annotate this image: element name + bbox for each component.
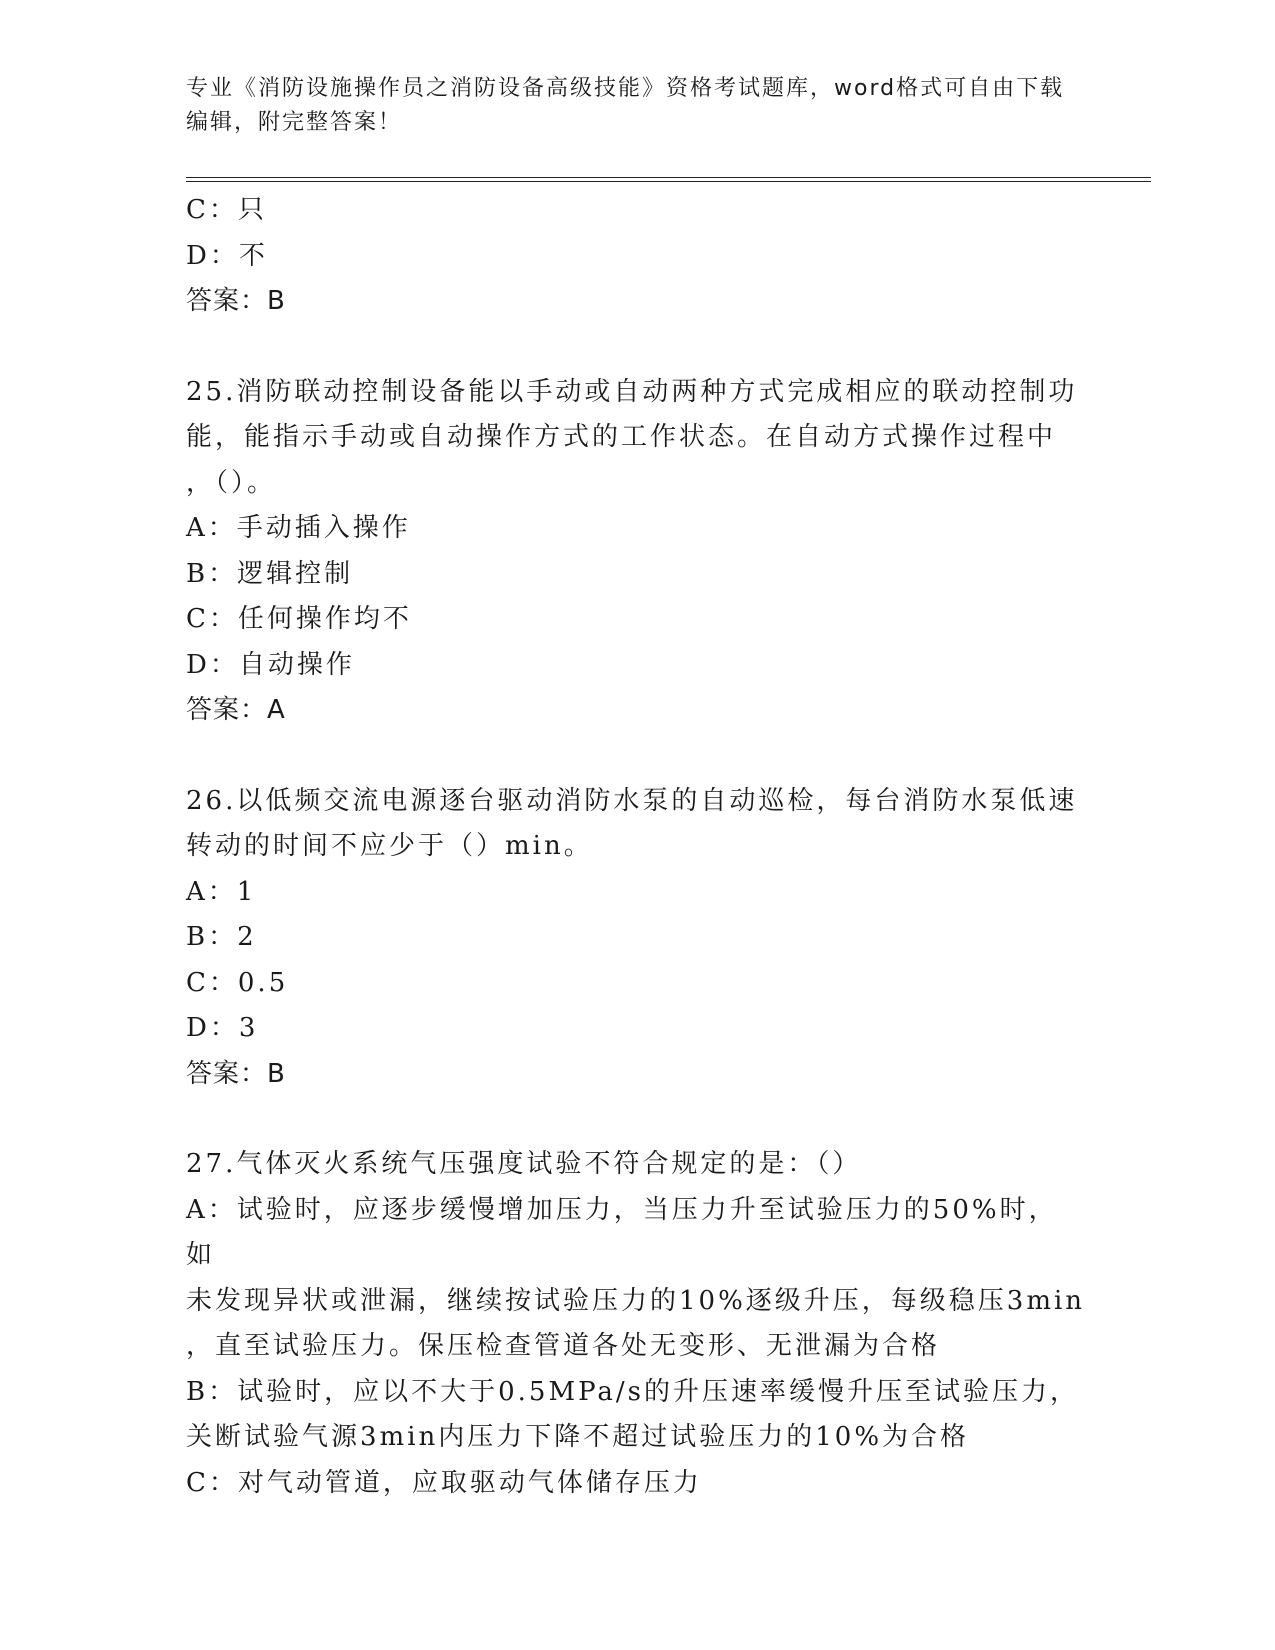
- option-d: D：3: [186, 1013, 259, 1043]
- question-text-line: 转动的时间不应少于（）min。: [186, 831, 593, 861]
- option-a: A：1: [186, 876, 257, 907]
- option-b: B：2: [186, 922, 257, 952]
- document-body: [186, 188, 1086, 1506]
- option-b-line: 关断试验气源3min内压力下降不超过试验压力的10%为合格: [186, 1422, 970, 1452]
- question-text-line: ，（）。: [186, 467, 277, 498]
- option-b-line: B：试验时，应以不大于0.5MPa/s的升压速率缓慢升压至试验压力，: [186, 1376, 1080, 1407]
- option-a-line: 未发现异状或泄漏，继续按试验压力的10%逐级升压，每级稳压3min: [186, 1285, 1086, 1316]
- previous-question-tail: [186, 188, 1086, 325]
- spacer: [186, 325, 1086, 370]
- page-header: [186, 72, 1076, 140]
- question-text-line: 26.以低频交流电源逐台驱动消防水泵的自动巡检，每台消防水泵低速: [186, 785, 1078, 816]
- option-c: C：0.5: [186, 967, 289, 998]
- answer-line: 答案：B: [186, 1058, 286, 1089]
- question-text-line: 27.气体灭火系统气压强度试验不符合规定的是：（）: [186, 1149, 862, 1179]
- option-c: C：只: [186, 195, 267, 225]
- spacer: [186, 1097, 1086, 1142]
- header-text: 专业《消防设施操作员之消防设备高级技能》资格考试题库，word格式可自由下载编辑，附完整答案！: [186, 76, 1065, 135]
- header-divider: [186, 177, 1151, 182]
- option-a: A：手动插入操作: [186, 513, 411, 543]
- spacer: [186, 734, 1086, 779]
- option-c: C：任何操作均不: [186, 604, 412, 634]
- option-c: C：对气动管道，应取驱动气体储存压力: [186, 1467, 702, 1498]
- question-text-line: 能，能指示手动或自动操作方式的工作状态。在自动方式操作过程中: [186, 422, 1057, 452]
- question-26: [186, 779, 1086, 1098]
- question-27: [186, 1142, 1086, 1506]
- option-a-line: ，直至试验压力。保压检查管道各处无变形、无泄漏为合格: [186, 1331, 941, 1361]
- question-25: [186, 370, 1086, 734]
- option-d: D：自动操作: [186, 649, 355, 680]
- question-text-line: 25.消防联动控制设备能以手动或自动两种方式完成相应的联动控制功: [186, 376, 1078, 407]
- answer-line: 答案：B: [186, 286, 286, 316]
- option-b: B：逻辑控制: [186, 558, 354, 589]
- option-a-line: A：试验时，应逐步缓慢增加压力，当压力升至试验压力的50%时，如: [186, 1194, 1058, 1270]
- answer-line: 答案：A: [186, 695, 286, 725]
- option-d: D：不: [186, 240, 268, 271]
